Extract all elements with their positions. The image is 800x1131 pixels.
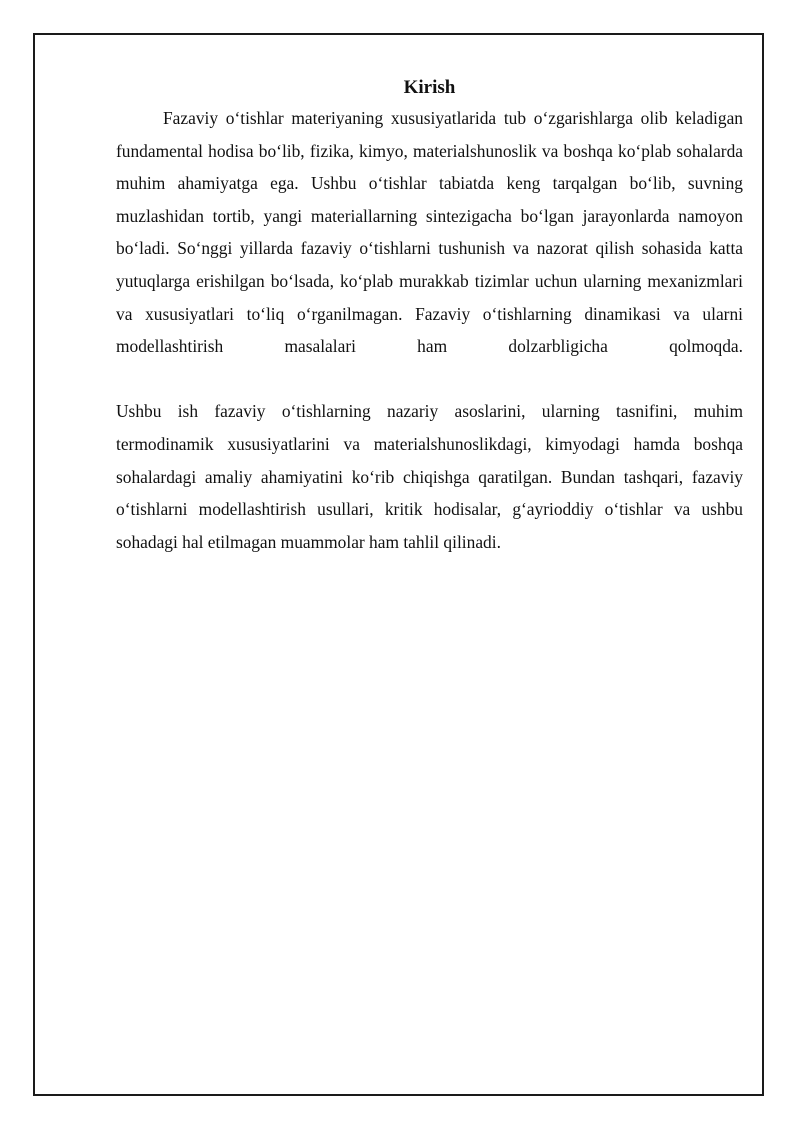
section-title: Kirish [403, 77, 456, 98]
paragraph-scope: Ushbu ish fazaviy o‘tishlarning nazariy asoslarini, ularning tasnifini, muhim termodinamik xususiyatlarini va materialshunoslikdagi, kimyodagi hamda boshqa sohalardagi amaliy ahamiyatini ko‘rib chiqishga qaratilgan. Bundan tashqari, fazaviy o‘tishlarni modellashtirish usullari, kritik hodisalar, g‘ayrioddiy o‘tishlar va ushbu sohadagi hal etilmagan muammolar ham tahlil qilinadi. [116, 401, 743, 552]
paragraph-intro: Fazaviy o‘tishlar materiyaning xususiyatlarida tub o‘zgarishlarga olib keladigan fundamental hodisa bo‘lib, fizika, kimyo, materialshunoslik va boshqa ko‘plab sohalarda muhim ahamiyatga ega. Ushbu o‘tishlar tabiatda keng tarqalgan bo‘lib, suvning muzlashidan tortib, yangi materiallarning sintezigacha bo‘lgan jarayonlarda namoyon bo‘ladi. So‘nggi yillarda fazaviy o‘tishlarni tushunish va nazorat qilish sohasida katta yutuqlarga erishilgan bo‘lsada, ko‘plab murakkab tizimlar uchun ularning mexanizmlari va xususiyatlari to‘liq o‘rganilmagan. Fazaviy o‘tishlarning dinamikasi va ularni modellashtirish masalalari ham dolzarbligicha qolmoqda. [116, 108, 743, 357]
document-body [116, 74, 743, 558]
